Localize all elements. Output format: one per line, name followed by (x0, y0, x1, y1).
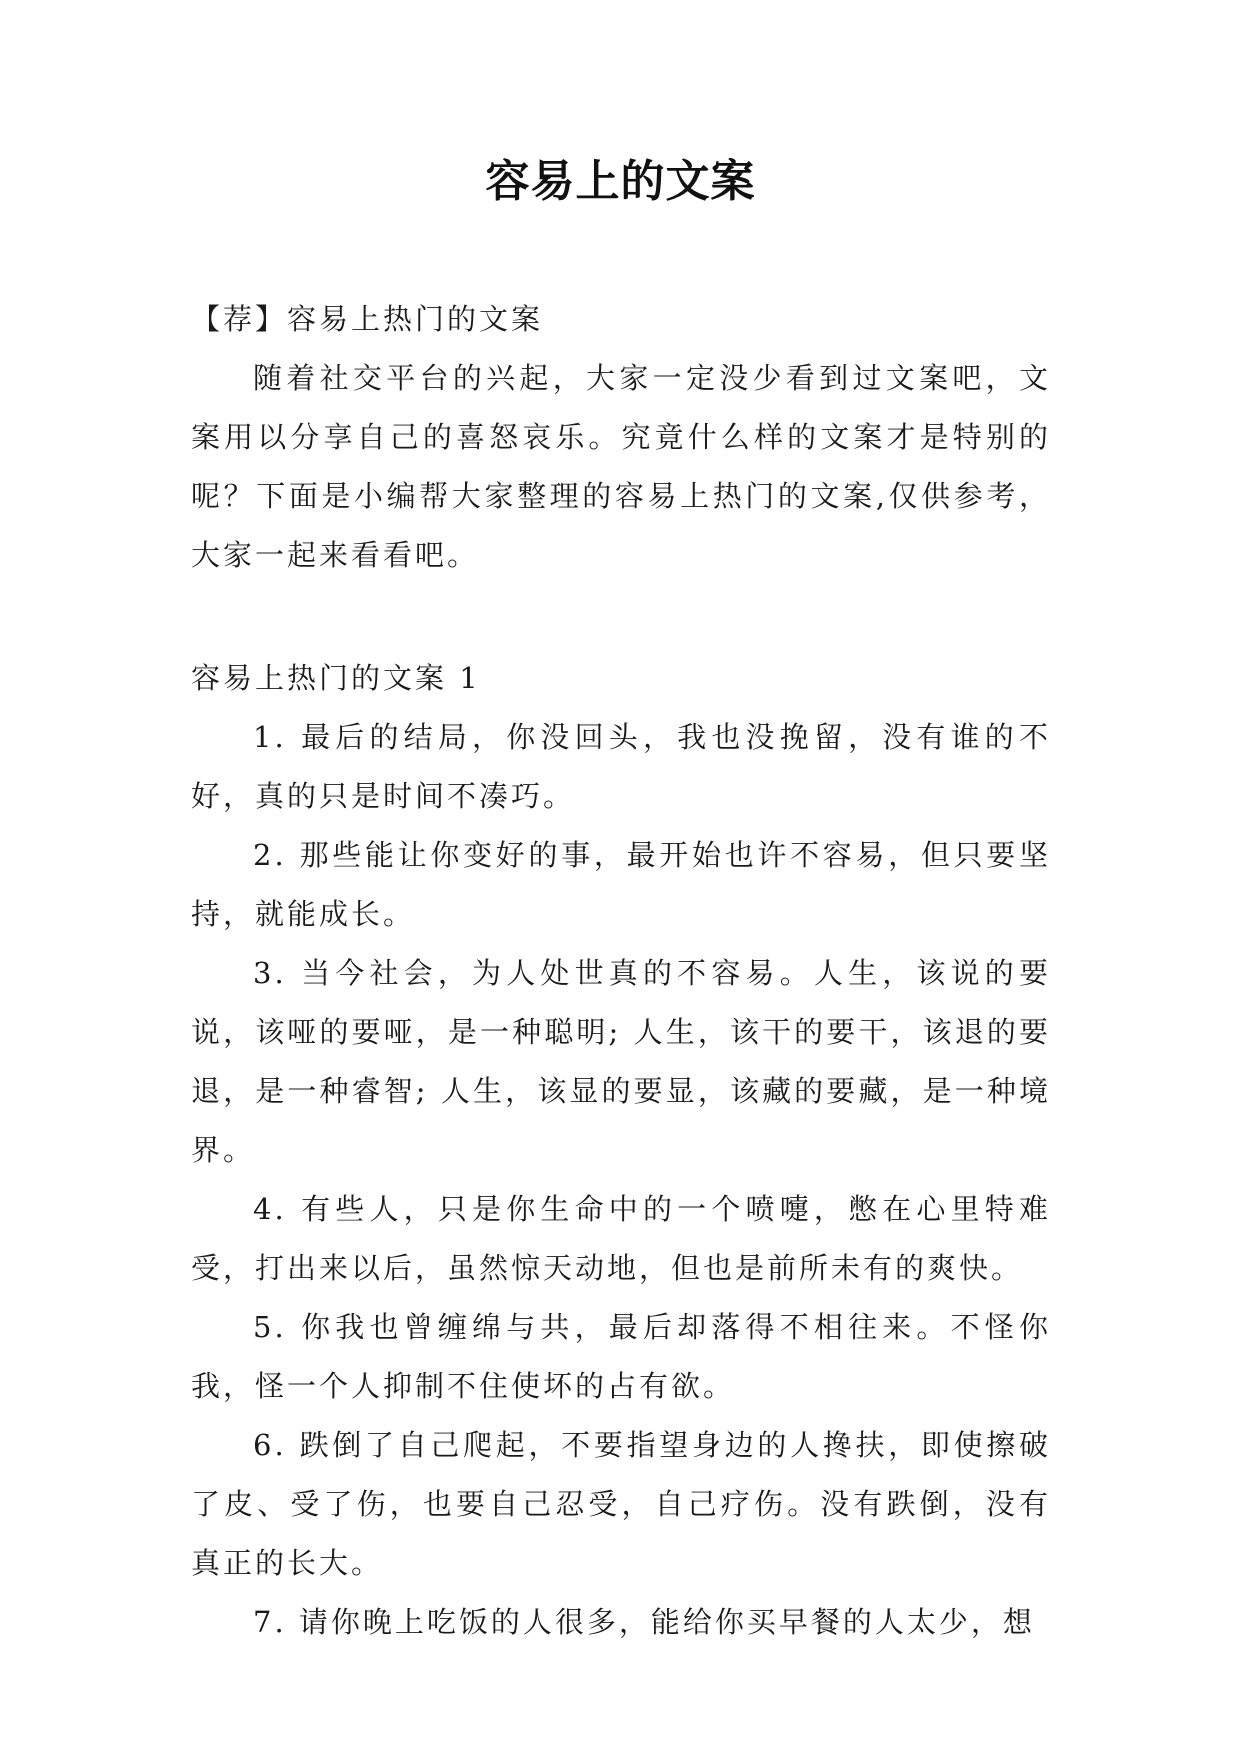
section-heading: 容易上热门的文案 1 (191, 661, 481, 695)
list-item: 2. 那些能让你变好的事，最开始也许不容易，但只要坚持，就能成长。 (191, 838, 1051, 931)
list-item: 5. 你我也曾缠绵与共，最后却落得不相往来。不怪你我，怪一个人抑制不住使坏的占有欲。 (191, 1310, 1051, 1403)
list-item: 1. 最后的结局，你没回头，我也没挽留，没有谁的不好，真的只是时间不凑巧。 (191, 720, 1051, 813)
section-spacer (191, 585, 1051, 649)
document-title: 容易上的文案 (485, 156, 756, 207)
list-item: 6. 跌倒了自己爬起，不要指望身边的人搀扶，即使擦破了皮、受了伤，也要自己忍受，自己疗伤。没有跌倒，没有真正的长大。 (191, 1428, 1051, 1580)
list-item: 4. 有些人，只是你生命中的一个喷嚏，憋在心里特难受，打出来以后，虽然惊天动地，但也是前所未有的爽快。 (191, 1192, 1051, 1285)
list-item: 3. 当今社会，为人处世真的不容易。人生，该说的要说，该哑的要哑，是一种聪明; 人生，该干的要干，该退的要退，是一种睿智; 人生，该显的要显，该藏的要藏，是一种境界。 (191, 956, 1051, 1167)
document-subtitle: 【荐】容易上热门的文案 (191, 302, 544, 336)
intro-paragraph: 随着社交平台的兴起，大家一定没少看到过文案吧，文案用以分享自己的喜怒哀乐。究竟什么样的文案才是特别的呢？下面是小编帮大家整理的容易上热门的文案,仅供参考，大家一起来看看吧。 (191, 361, 1051, 572)
list-item: 7. 请你晚上吃饭的人很多，能给你买早餐的人太少，想 (253, 1605, 1035, 1639)
document-body (191, 290, 1051, 1652)
